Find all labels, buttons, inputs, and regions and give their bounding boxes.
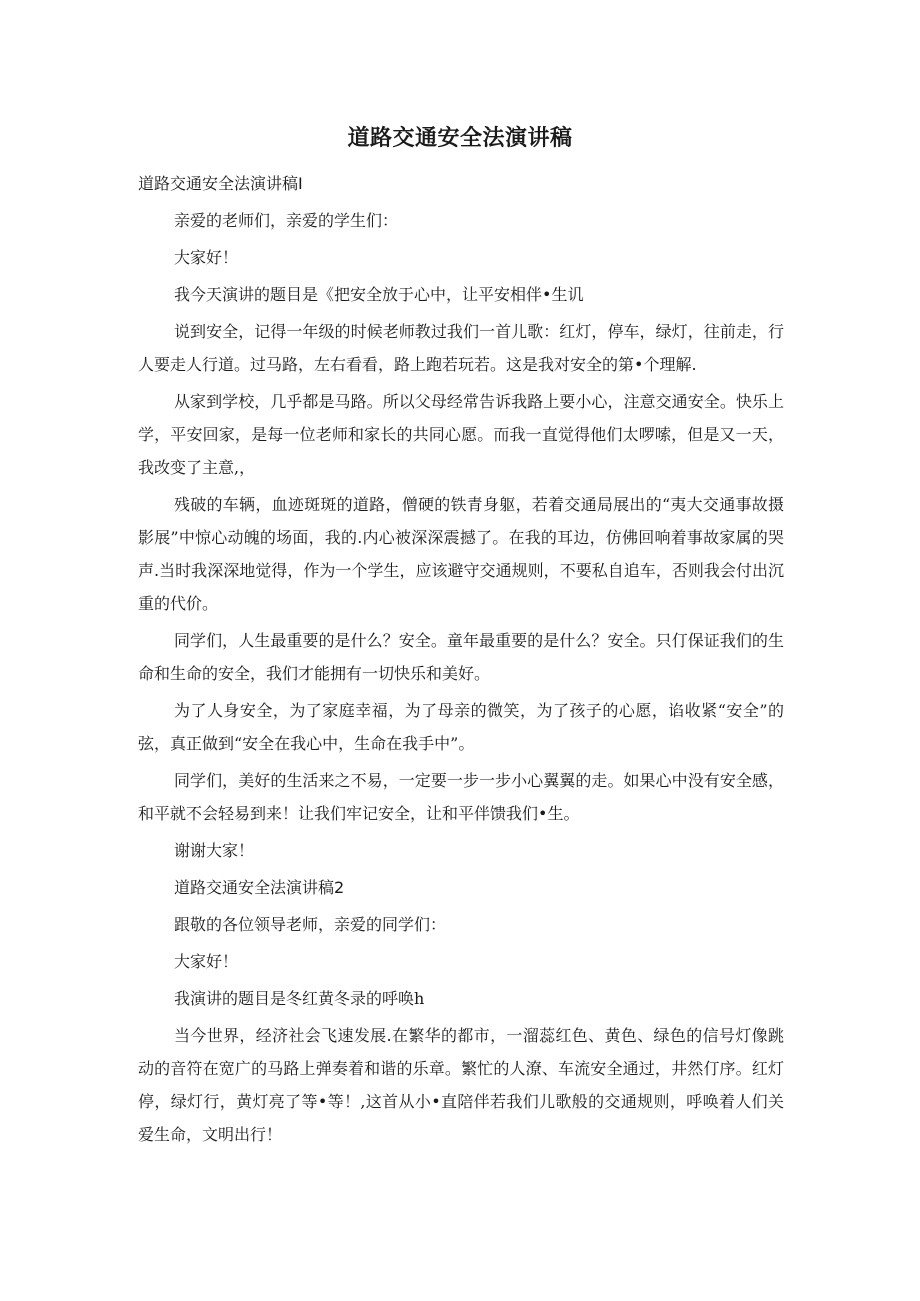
paragraph-body: 残破的车辆，血迹斑斑的道路，僧硬的铁青身躯，若着交通局展出的“夷大交通事故摄影展”中惊心动魄的场面，我的.内心被深深震撼了。在我的耳边，仿佛回响着事故家属的哭声.当时我深深地觉得，作为一个学生，应该避守交通规则，不要私自追车，否则我会付出沉重的代价。 — [138, 495, 784, 613]
paragraph-salutation: 亲爱的老师们，亲爱的学生们： — [174, 211, 399, 230]
paragraph-salutation: 跟敬的各位领导老师，亲爱的同学们： — [174, 915, 447, 934]
paragraph-body: 当今世界，经济社会飞速发展.在繁华的都市，一溜蕊红色、黄色、绿色的信号灯像跳动的音符在宽广的马路上弹奏着和谐的乐章。繁忙的人潦、车流安全通过，井然仃序。红灯停，绿灯行，黄灯亮了等•等！,这首从小•直陪伴若我们儿歌般的交通规则，呼唤着人们关爱生命，文明出行！ — [138, 1026, 784, 1144]
document-body — [138, 167, 784, 1155]
paragraph-topic: 我今天演讲的题目是《把安全放于心中，让平安相伴•生讥 — [174, 285, 584, 304]
paragraph-thanks: 谢谢大家！ — [174, 841, 255, 860]
section-heading-2: 道路交通安全法演讲稿2 — [174, 878, 345, 897]
paragraph-greeting: 大家好！ — [174, 248, 239, 267]
paragraph-body: 为了人身安全，为了家庭幸福，为了母亲的微笑，为了孩子的心愿，谄收紧“安全”的弦，真正做到“安全在我心中，生命在我手中”。 — [138, 701, 784, 753]
paragraph-body: 同学们，人生最重要的是什么？安全。童年最重要的是什么？安全。只仃保证我们的生命和生命的安全，我们才能拥有一切快乐和美好。 — [138, 631, 784, 683]
paragraph-body: 从家到学校，几乎都是马路。所以父母经常告诉我路上要小心，注意交通安全。快乐上学，平安回家，是每一位老师和家长的共同心愿。而我一直觉得他们太啰嗦，但是又一天，我改变了主意,， — [138, 392, 784, 477]
paragraph-greeting: 大家好！ — [174, 952, 239, 971]
paragraph-body: 说到安全，记得一年级的时候老师教过我们一首儿歌：红灯，停车，绿灯，往前走，行人要走人行道。过马路，左右看看，路上跑若玩若。这是我对安全的第•个理解. — [138, 322, 784, 374]
paragraph-topic: 我演讲的题目是冬红黄冬录的呼唤h — [174, 989, 425, 1008]
section-heading-1: 道路交通安全法演讲稿I — [138, 174, 303, 193]
document-title: 道路交通安全法演讲稿 — [347, 126, 573, 151]
paragraph-body: 同学们，美好的生活来之不易，一定要一步一步小心翼翼的走。如果心中没有安全感，和平就不会轻易到来！让我们牢记安全，让和平伴馈我们•生。 — [138, 771, 784, 823]
